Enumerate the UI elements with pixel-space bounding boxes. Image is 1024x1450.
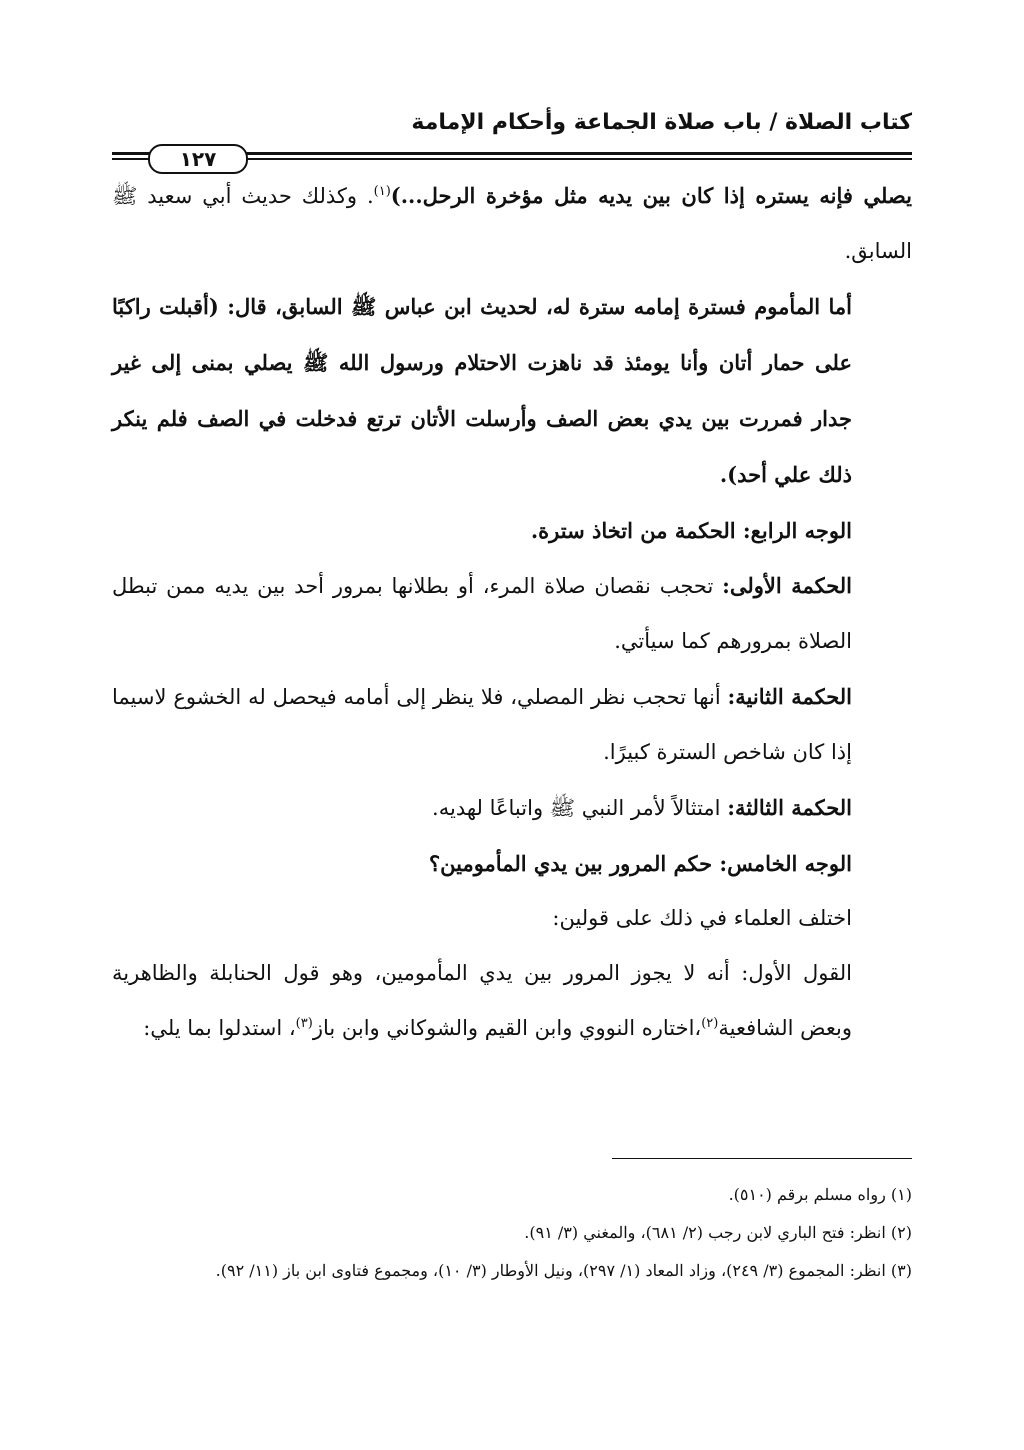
main-text [112,168,912,1056]
paragraph-wisdom-2 [112,669,912,780]
footnote-3: (٣) انظر: المجموع (٣/ ٢٤٩)، وزاد المعاد (١/ ٢٩٧)، ونيل الأوطار (٣/ ١٠)، ومجموع فتاوى ابن باز (١١/ ٩٢). [215,1261,912,1280]
paragraph-first-opinion [112,946,912,1056]
paragraph-1 [112,168,912,279]
hadith-quote-end: يصلي فإنه يستره إذا كان بين يديه مثل مؤخرة الرحل...) [390,183,912,208]
wisdom-1-label: الحكمة الأولى: [722,573,852,598]
first-opinion-text-2: ،اختاره النووي وابن القيم والشوكاني وابن باز [312,1016,702,1040]
hadith-quote: (أقبلت راكبًا على حمار أتان وأنا يومئذ قد ناهزت الاحتلام ورسول الله ﷺ يصلي بمنى إلى غير جدار فمررت بين يدي بعض الصف وأرسلت الأتان ترتع فدخلت في الصف فلم ينكر ذلك علي أحد). [112,294,852,487]
footnote-1: (١) رواه مسلم برقم (٥١٠). [728,1185,912,1204]
first-opinion-text: القول الأول: أنه لا يجوز المرور بين يدي المأمومين، وهو قول الحنابلة والظاهرية وبعض الشافعية [112,961,852,1040]
page-number: ١٢٧ [148,144,248,174]
footnote-ref-1[interactable]: (١) [373,184,391,199]
footnotes [112,1176,912,1290]
wisdom-3-label: الحكمة الثالثة: [727,795,852,820]
footnote-separator [612,1158,912,1159]
first-opinion-text-3: ، استدلوا بما يلي: [143,1016,296,1040]
paragraph-wisdom-3 [112,780,912,836]
section-heading-5: الوجه الخامس: حكم المرور بين يدي المأمومين؟ [428,851,852,876]
section-heading-4: الوجه الرابع: الحكمة من اتخاذ سترة. [530,518,852,543]
running-header: كتاب الصلاة / باب صلاة الجماعة وأحكام الإمامة [411,110,912,135]
footnote-ref-3[interactable]: (٣) [295,1016,313,1031]
paragraph-1-text: . وكذلك حديث أبي سعيد ﷺ السابق. [112,184,912,263]
footnote-2: (٢) انظر: فتح الباري لابن رجب (٢/ ٦٨١)، والمغني (٣/ ٩١). [524,1223,912,1242]
paragraph-wisdom-1 [112,558,912,669]
paragraph-2 [112,279,912,503]
wisdom-1-text: تحجب نقصان صلاة المرء، أو بطلانها بمرور أحد بين يديه ممن تبطل الصلاة بمرورهم كما سيأتي. [112,574,852,653]
paragraph-scholars: اختلف العلماء في ذلك على قولين: [552,906,852,930]
footnote-ref-2[interactable]: (٢) [701,1016,719,1031]
wisdom-2-text: أنها تحجب نظر المصلي، فلا ينظر إلى أمامه فيحصل له الخشوع لاسيما إذا كان شاخص السترة كبيرًا. [112,685,852,764]
wisdom-2-label: الحكمة الثانية: [727,684,852,709]
wisdom-3-text: امتثالاً لأمر النبي ﷺ واتباعًا لهديه. [432,796,728,820]
paragraph-2-lead: أما المأموم فسترة إمامه سترة له، لحديث ابن عباس ﷺ السابق، قال: [218,294,852,319]
